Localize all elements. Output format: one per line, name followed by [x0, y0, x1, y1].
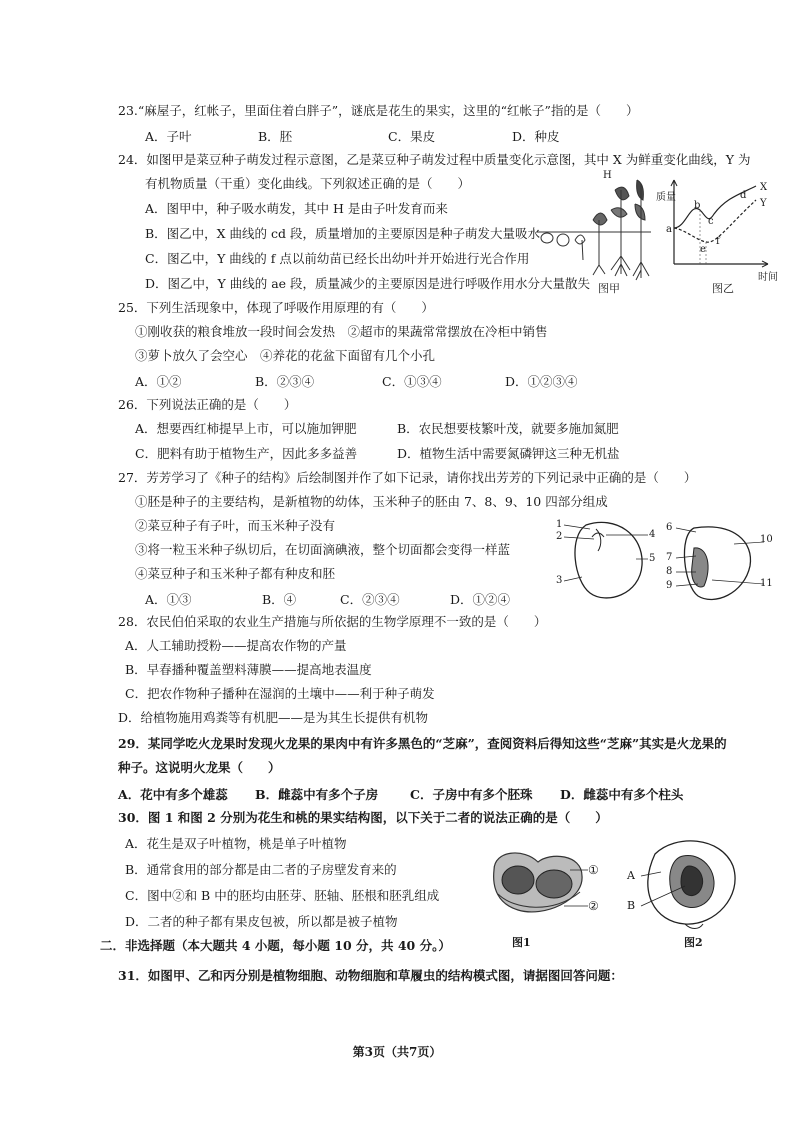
q24-figure-jia: [535, 170, 653, 290]
q23-option-a: A．子叶: [145, 129, 192, 144]
q27-statement-4: ④菜豆种子和玉米种子都有种皮和胚: [135, 566, 336, 581]
q24-option-b: B．图乙中，X 曲线的 cd 段，质量增加的主要原因是种子萌发大量吸水: [145, 226, 541, 241]
q25-stem: 25．下列生活现象中，体现了呼吸作用原理的有（ ）: [118, 300, 434, 315]
q27-fig-label-8: 8: [666, 566, 673, 577]
q30-option-d: D．二者的种子都有果皮包被，所以都是被子植物: [125, 914, 398, 929]
q24-option-c: C．图乙中，Y 曲线的 f 点以前幼苗已经长出幼叶并开始进行光合作用: [145, 251, 530, 266]
q24-option-d: D．图乙中，Y 曲线的 ae 段，质量减少的主要原因是进行呼吸作用水分大量散失: [145, 276, 591, 291]
q25-option-a: A．①②: [135, 374, 182, 389]
q31-stem: 31．如图甲、乙和丙分别是植物细胞、动物细胞和草履虫的结构模式图，请据图回答问题：: [118, 968, 623, 983]
q30-figure-2-peach: [625, 832, 745, 932]
peach-fruit-diagram: [625, 832, 745, 932]
q24-fig-point-c: c: [708, 216, 714, 227]
q30-stem: 30．图 1 和图 2 分别为花生和桃的果实结构图，以下关于二者的说法正确的是（ ）: [118, 810, 608, 825]
q24-fig-point-f: f: [716, 236, 720, 247]
q27-fig-label-9: 9: [666, 580, 673, 591]
q30-figure-1-peanut: [484, 840, 602, 934]
q28-option-d: D．给植物施用鸡粪等有机肥——是为其生长提供有机物: [118, 710, 429, 725]
corn-seed-diagram: [664, 522, 774, 608]
page-footer: 第3页（共7页）: [352, 1045, 442, 1059]
q24-fig-label-h: H: [603, 170, 612, 181]
q27-option-d: D．①②④: [450, 592, 511, 607]
q23-stem: 23.“麻屋子，红帐子，里面住着白胖子”，谜底是花生的果实，这里的“红帐子”指的是（ ）: [118, 103, 639, 118]
q24-fig-point-d: d: [740, 190, 747, 201]
peanut-fruit-diagram: [484, 840, 602, 934]
q27-statement-1: ①胚是种子的主要结构，是新植物的幼体，玉米种子的胚由 7、8、9、10 四部分组成: [135, 494, 608, 509]
q27-stem: 27．芳芳学习了《种子的结构》后绘制图并作了如下记录，请你找出芳芳的下列记录中正确的是（ ）: [118, 470, 697, 485]
q27-fig-label-4: 4: [649, 529, 656, 540]
q28-option-a: A．人工辅助授粉——提高农作物的产量: [125, 638, 347, 653]
q24-stem-line2: 有机物质量（干重）变化曲线。下列叙述正确的是（ ）: [145, 176, 471, 191]
q30-option-c: C．图中②和 B 中的胚均由胚芽、胚轴、胚根和胚乳组成: [125, 888, 440, 903]
q23-option-d: D．种皮: [512, 129, 560, 144]
q25-option-c: C．①③④: [382, 374, 442, 389]
q27-fig-label-3: 3: [556, 575, 563, 586]
q27-option-c: C．②③④: [340, 592, 400, 607]
q24-fig-xaxis-label: 时间: [758, 272, 778, 283]
q26-option-a: A．想要西红柿提早上市，可以施加钾肥: [135, 421, 357, 436]
q24-fig-series-y: Y: [760, 198, 767, 209]
q30-fig-label-b: B: [627, 899, 636, 912]
q29-stem-line1: 29．某同学吃火龙果时发现火龙果的果肉中有许多黑色的“芝麻”，查阅资料后得知这些“芝麻”其实是火龙果的: [118, 736, 727, 751]
q29-option-a: A．花中有多个雄蕊: [118, 787, 228, 802]
q24-figure-yi: [656, 172, 778, 290]
seed-germination-sketch: [535, 170, 653, 290]
q27-fig-label-2: 2: [556, 531, 563, 542]
q30-fig-caption-1: 图1: [512, 936, 531, 949]
q27-figure-corn-seed: [664, 522, 774, 608]
q30-fig-label-2: ②: [588, 899, 599, 913]
q27-fig-label-5: 5: [649, 553, 656, 564]
q24-fig-caption-yi: 图乙: [712, 282, 734, 295]
q30-fig-label-1: ①: [588, 863, 599, 877]
q27-fig-label-6: 6: [666, 522, 673, 533]
q27-option-b: B．④: [262, 592, 297, 607]
q25-statements-2: ③萝卜放久了会空心 ④养花的花盆下面留有几个小孔: [135, 348, 436, 363]
q24-stem-line1: 24．如图甲是菜豆种子萌发过程示意图，乙是菜豆种子萌发过程中质量变化示意图，其中 X 为鲜重变化曲线，Y 为: [118, 152, 751, 167]
q28-option-b: B．早春播种覆盖塑料薄膜——提高地表温度: [125, 662, 372, 677]
q26-stem: 26．下列说法正确的是（ ）: [118, 397, 297, 412]
q29-option-d: D．雌蕊中有多个柱头: [560, 787, 684, 802]
q28-stem: 28．农民伯伯采取的农业生产措施与所依据的生物学原理不一致的是（ ）: [118, 614, 547, 629]
q24-fig-series-x: X: [760, 182, 768, 193]
q29-option-c: C．子房中有多个胚珠: [410, 787, 533, 802]
q24-fig-point-b: b: [694, 200, 701, 211]
q27-fig-label-11: 11: [760, 578, 773, 589]
q25-option-d: D．①②③④: [505, 374, 578, 389]
q27-statement-2: ②菜豆种子有子叶，而玉米种子没有: [135, 518, 336, 533]
q27-option-a: A．①③: [145, 592, 192, 607]
q30-fig-caption-2: 图2: [684, 936, 703, 949]
q26-option-b: B．农民想要枝繁叶茂，就要多施加氮肥: [397, 421, 619, 436]
q23-option-c: C．果皮: [388, 129, 436, 144]
q28-option-c: C．把农作物种子播种在湿润的土壤中——利于种子萌发: [125, 686, 435, 701]
q23-option-b: B．胚: [258, 129, 293, 144]
bean-seed-diagram: [556, 515, 656, 605]
q29-option-b: B．雌蕊中有多个子房: [255, 787, 379, 802]
q27-fig-label-10: 10: [760, 534, 773, 545]
q30-fig-label-a: A: [627, 869, 635, 882]
q27-statement-3: ③将一粒玉米种子纵切后，在切面滴碘液，整个切面都会变得一样蓝: [135, 542, 511, 557]
q27-figure-bean-seed: [556, 515, 656, 605]
q26-option-d: D．植物生活中需要氮磷钾这三种无机盐: [397, 446, 620, 461]
q27-fig-label-7: 7: [666, 552, 673, 563]
q25-option-b: B．②③④: [255, 374, 315, 389]
q24-option-a: A．图甲中，种子吸水萌发，其中 H 是由子叶发育而来: [145, 201, 448, 216]
q25-statements-1: ①刚收获的粮食堆放一段时间会发热 ②超市的果蔬常常摆放在冷柜中销售: [135, 324, 548, 339]
q27-fig-label-1: 1: [556, 519, 563, 530]
q26-option-c: C．肥料有助于植物生产，因此多多益善: [135, 446, 358, 461]
q24-fig-caption-jia: 图甲: [598, 282, 620, 295]
q24-fig-point-a: a: [666, 224, 672, 235]
q24-fig-point-e: e: [700, 244, 706, 255]
section-2-heading: 二．非选择题（本大题共 4 小题，每小题 10 分，共 40 分。）: [100, 938, 451, 953]
q30-option-a: A．花生是双子叶植物，桃是单子叶植物: [125, 836, 347, 851]
q29-stem-line2: 种子。这说明火龙果（ ）: [118, 760, 281, 775]
q30-option-b: B．通常食用的部分都是由二者的子房壁发育来的: [125, 862, 397, 877]
q24-fig-yaxis-label: 质量: [656, 192, 676, 203]
